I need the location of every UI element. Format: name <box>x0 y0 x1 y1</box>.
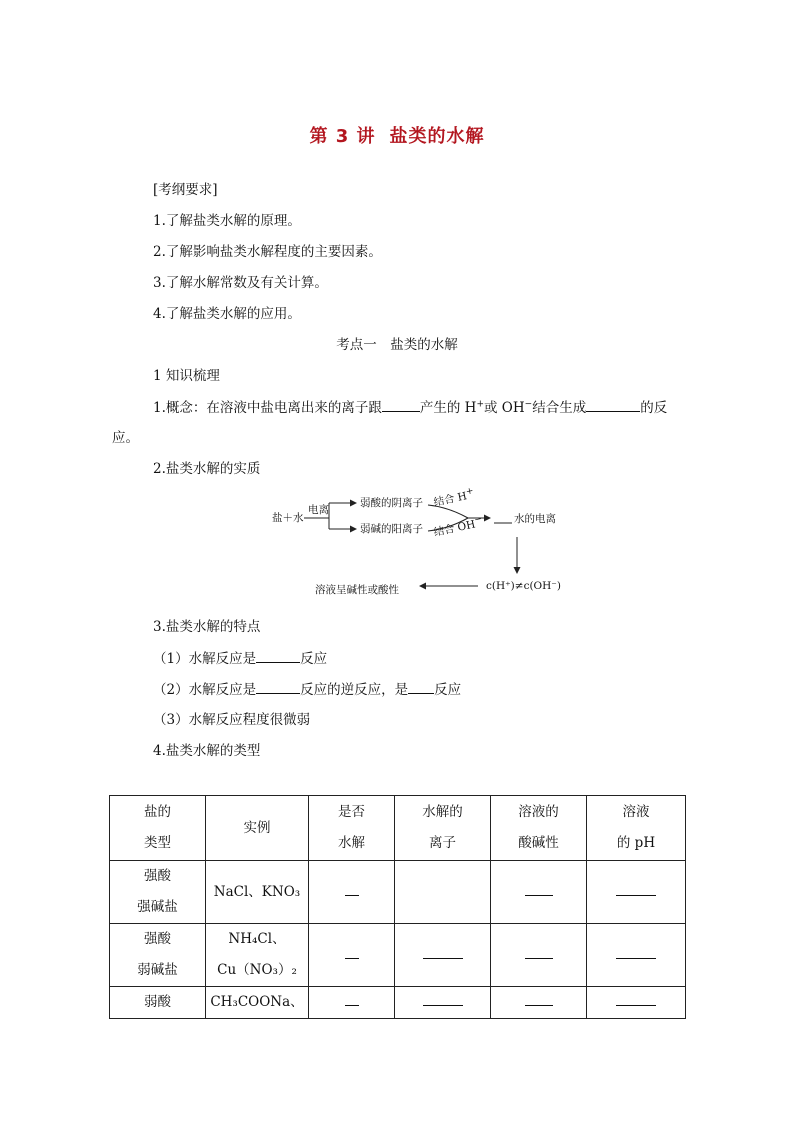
cell-ion <box>395 861 491 924</box>
fill-blank <box>586 398 640 412</box>
cell-acidity <box>491 987 587 1019</box>
cell-text: 弱酸 <box>144 994 171 1010</box>
subsection-title: 1 知识梳理 <box>153 368 220 384</box>
hydrolysis-essence-diagram <box>268 486 568 605</box>
cell-text: 强酸 <box>144 868 171 884</box>
feature-item-2 <box>153 680 461 699</box>
cell-example <box>206 987 309 1019</box>
header-text: 溶液的 <box>518 804 559 820</box>
cell-text: 弱碱盐 <box>137 962 178 978</box>
fill-blank <box>616 881 656 896</box>
fill-blank <box>525 944 553 959</box>
header-example <box>206 796 309 861</box>
cell-text: CH₃COONa、 <box>210 994 304 1010</box>
header-text: 类型 <box>144 835 171 851</box>
superscript: + <box>476 399 485 410</box>
cell-ion <box>395 987 491 1019</box>
requirement-item: 3.了解水解常数及有关计算。 <box>153 275 328 291</box>
diagram-ionize: 电离 <box>308 504 329 516</box>
feature-item-1 <box>153 649 327 668</box>
concept-mid1: 产生的 H <box>419 400 477 416</box>
hydrolysis-types-table <box>109 795 686 1019</box>
requirement-item: 4.了解盐类水解的应用。 <box>153 306 301 322</box>
feature-text: 反应的逆反应，是 <box>300 682 409 698</box>
concept-mid3: 结合生成 <box>532 400 587 416</box>
fill-blank <box>616 944 656 959</box>
feature-text: 反应 <box>300 651 328 667</box>
header-text: 水解 <box>338 835 365 851</box>
cell-acidity <box>491 924 587 987</box>
diagram-water-ionization: 水的电离 <box>514 513 556 525</box>
essence-heading: 2.盐类水解的实质 <box>153 461 261 477</box>
cell-acidity <box>491 861 587 924</box>
requirements-heading: [考纲要求] <box>153 182 218 198</box>
cell-salt-type <box>110 987 206 1019</box>
fill-blank <box>382 398 420 412</box>
table-row <box>110 861 686 924</box>
fill-blank <box>616 991 656 1006</box>
fill-blank <box>345 991 359 1006</box>
fill-blank <box>525 991 553 1006</box>
cell-hydrolyzes <box>309 924 395 987</box>
diagram-salt-water: 盐＋水 <box>272 512 304 524</box>
header-text: 溶液 <box>622 804 650 820</box>
header-acidity <box>491 796 587 861</box>
header-text: 的 pH <box>616 835 656 851</box>
diagram-combine-h-text: 结合 H <box>432 490 469 509</box>
header-text: 离子 <box>429 835 456 851</box>
requirement-item: 1.了解盐类水解的原理。 <box>153 213 301 229</box>
concept-prefix: 1.概念：在溶液中盐电离出来的离子跟 <box>153 400 382 416</box>
feature-text: 反应 <box>434 682 462 698</box>
table-row <box>110 987 686 1019</box>
fill-blank <box>408 680 434 694</box>
section-title: 考点一 盐类的水解 <box>336 337 458 353</box>
page-title <box>0 122 794 148</box>
table-header-row <box>110 796 686 861</box>
fill-blank <box>256 649 300 663</box>
fill-blank <box>525 881 553 896</box>
types-heading: 4.盐类水解的类型 <box>153 743 261 759</box>
header-salt-type <box>110 796 206 861</box>
features-heading: 3.盐类水解的特点 <box>153 619 261 635</box>
feature-text: （1）水解反应是 <box>153 651 257 667</box>
cell-text: 强碱盐 <box>137 899 178 915</box>
cell-hydrolyzes <box>309 987 395 1019</box>
cell-example <box>206 924 309 987</box>
diagram-weak-acid-anion: 弱酸的阴离子 <box>360 497 423 509</box>
cell-ph <box>587 861 686 924</box>
header-hydrolyzes <box>309 796 395 861</box>
superscript: − <box>473 514 483 526</box>
header-ph <box>587 796 686 861</box>
feature-item-3: （3）水解反应程度很微弱 <box>153 712 311 728</box>
requirement-item: 2.了解影响盐类水解程度的主要因素。 <box>153 244 382 260</box>
cell-salt-type <box>110 924 206 987</box>
diagram-weak-base-cation: 弱碱的阳离子 <box>360 523 423 535</box>
cell-ion <box>395 924 491 987</box>
header-text: 酸碱性 <box>518 835 559 851</box>
title-lecture-number: 第 3 讲 <box>309 126 376 147</box>
concept-mid2: 或 OH <box>484 400 525 416</box>
diagram-combine-oh-text: 结合 OH <box>432 518 477 539</box>
header-text: 实例 <box>243 819 271 836</box>
superscript: − <box>524 399 533 410</box>
cell-text: NH₄Cl、 <box>228 931 286 947</box>
header-text: 是否 <box>338 804 365 820</box>
concept-suffix: 的反 <box>640 400 668 416</box>
concept-line <box>153 398 667 417</box>
header-hydrolyzed-ion <box>395 796 491 861</box>
header-text: 盐的 <box>144 804 171 820</box>
fill-blank <box>423 991 463 1006</box>
title-topic: 盐类的水解 <box>389 126 485 147</box>
diagram-ch-ne-coh: c(H⁺)≠c(OH⁻) <box>486 580 561 592</box>
fill-blank <box>256 680 300 694</box>
cell-salt-type <box>110 861 206 924</box>
table-row <box>110 924 686 987</box>
diagram-solution-result: 溶液呈碱性或酸性 <box>315 584 399 596</box>
cell-hydrolyzes <box>309 861 395 924</box>
fill-blank <box>423 944 463 959</box>
superscript: + <box>465 486 475 498</box>
cell-text: 强酸 <box>144 931 171 947</box>
feature-text: （2）水解反应是 <box>153 682 257 698</box>
concept-continuation: 应。 <box>112 430 139 446</box>
cell-text: Cu（NO₃）₂ <box>217 962 297 978</box>
header-text: 水解的 <box>422 804 463 820</box>
cell-text: NaCl、KNO₃ <box>213 883 301 900</box>
cell-example <box>206 861 309 924</box>
cell-ph <box>587 924 686 987</box>
fill-blank <box>345 944 359 959</box>
cell-ph <box>587 987 686 1019</box>
fill-blank <box>345 881 359 896</box>
